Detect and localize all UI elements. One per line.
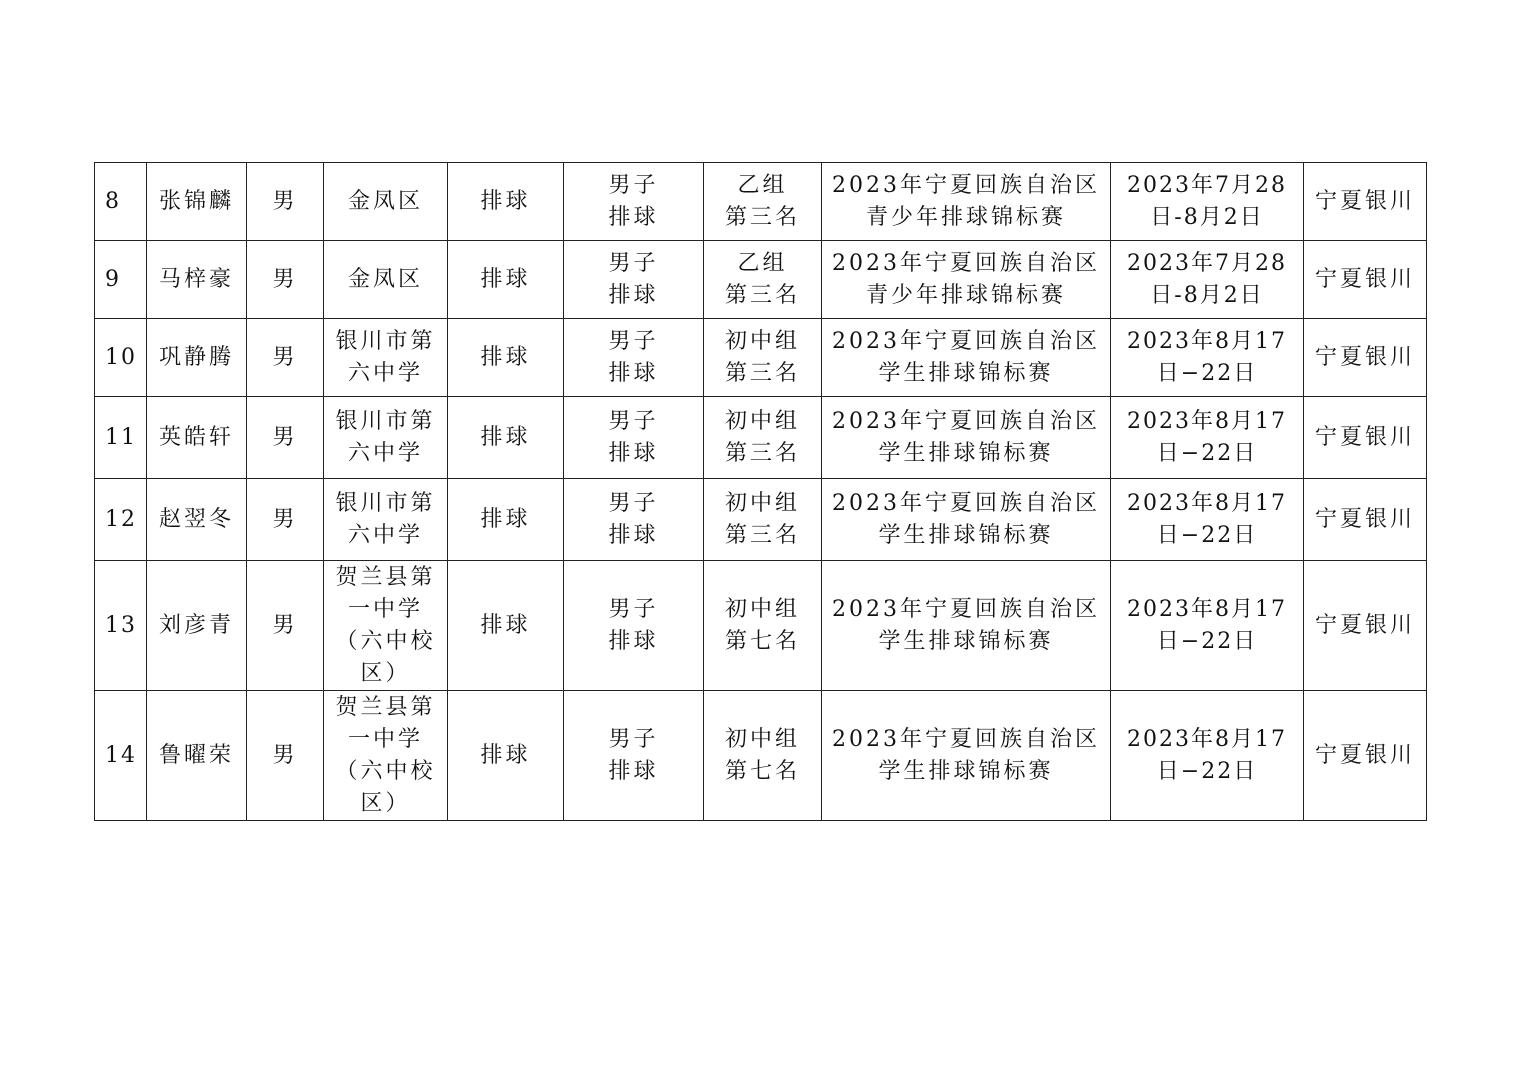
athlete-name: 巩静腾 <box>147 319 247 397</box>
location: 宁夏银川 <box>1304 479 1427 561</box>
table-row <box>95 691 1427 821</box>
event: 男子 排球 <box>564 561 704 691</box>
location: 宁夏银川 <box>1304 691 1427 821</box>
date: 2023年8月17 日−22日 <box>1111 561 1304 691</box>
athlete-name: 马梓豪 <box>147 241 247 319</box>
unit: 金凤区 <box>324 241 448 319</box>
date: 2023年8月17 日−22日 <box>1111 397 1304 479</box>
table-row <box>95 241 1427 319</box>
result: 初中组 第三名 <box>704 479 822 561</box>
gender: 男 <box>247 319 324 397</box>
sport: 排球 <box>448 397 564 479</box>
athlete-name: 张锦麟 <box>147 163 247 241</box>
location: 宁夏银川 <box>1304 319 1427 397</box>
unit: 贺兰县第 一中学 （六中校 区） <box>324 561 448 691</box>
athlete-name: 英皓轩 <box>147 397 247 479</box>
location: 宁夏银川 <box>1304 163 1427 241</box>
table-row <box>95 319 1427 397</box>
sport: 排球 <box>448 561 564 691</box>
location: 宁夏银川 <box>1304 561 1427 691</box>
athlete-name: 鲁曜荣 <box>147 691 247 821</box>
result: 初中组 第三名 <box>704 319 822 397</box>
competition: 2023年宁夏回族自治区 青少年排球锦标赛 <box>822 241 1111 319</box>
location: 宁夏银川 <box>1304 241 1427 319</box>
unit: 银川市第 六中学 <box>324 397 448 479</box>
sport: 排球 <box>448 691 564 821</box>
unit: 银川市第 六中学 <box>324 319 448 397</box>
result: 乙组 第三名 <box>704 163 822 241</box>
event: 男子 排球 <box>564 479 704 561</box>
row-number: 14 <box>95 691 147 821</box>
row-number: 13 <box>95 561 147 691</box>
gender: 男 <box>247 479 324 561</box>
award-table <box>94 162 1427 821</box>
competition: 2023年宁夏回族自治区 青少年排球锦标赛 <box>822 163 1111 241</box>
date: 2023年7月28 日-8月2日 <box>1111 241 1304 319</box>
table-row <box>95 163 1427 241</box>
event: 男子 排球 <box>564 691 704 821</box>
unit: 贺兰县第 一中学 （六中校 区） <box>324 691 448 821</box>
gender: 男 <box>247 241 324 319</box>
event: 男子 排球 <box>564 163 704 241</box>
sport: 排球 <box>448 241 564 319</box>
table-row <box>95 479 1427 561</box>
table-row <box>95 397 1427 479</box>
table-row <box>95 561 1427 691</box>
result: 乙组 第三名 <box>704 241 822 319</box>
sport: 排球 <box>448 163 564 241</box>
competition: 2023年宁夏回族自治区 学生排球锦标赛 <box>822 319 1111 397</box>
event: 男子 排球 <box>564 241 704 319</box>
date: 2023年7月28 日-8月2日 <box>1111 163 1304 241</box>
location: 宁夏银川 <box>1304 397 1427 479</box>
result: 初中组 第七名 <box>704 691 822 821</box>
result: 初中组 第七名 <box>704 561 822 691</box>
unit: 金凤区 <box>324 163 448 241</box>
row-number: 9 <box>95 241 147 319</box>
gender: 男 <box>247 691 324 821</box>
date: 2023年8月17 日−22日 <box>1111 691 1304 821</box>
row-number: 12 <box>95 479 147 561</box>
date: 2023年8月17 日−22日 <box>1111 479 1304 561</box>
competition: 2023年宁夏回族自治区 学生排球锦标赛 <box>822 561 1111 691</box>
gender: 男 <box>247 397 324 479</box>
gender: 男 <box>247 561 324 691</box>
result: 初中组 第三名 <box>704 397 822 479</box>
date: 2023年8月17 日−22日 <box>1111 319 1304 397</box>
event: 男子 排球 <box>564 397 704 479</box>
event: 男子 排球 <box>564 319 704 397</box>
row-number: 8 <box>95 163 147 241</box>
gender: 男 <box>247 163 324 241</box>
sport: 排球 <box>448 319 564 397</box>
row-number: 11 <box>95 397 147 479</box>
competition: 2023年宁夏回族自治区 学生排球锦标赛 <box>822 691 1111 821</box>
row-number: 10 <box>95 319 147 397</box>
competition: 2023年宁夏回族自治区 学生排球锦标赛 <box>822 397 1111 479</box>
sport: 排球 <box>448 479 564 561</box>
athlete-name: 赵翌冬 <box>147 479 247 561</box>
athlete-name: 刘彦青 <box>147 561 247 691</box>
unit: 银川市第 六中学 <box>324 479 448 561</box>
competition: 2023年宁夏回族自治区 学生排球锦标赛 <box>822 479 1111 561</box>
